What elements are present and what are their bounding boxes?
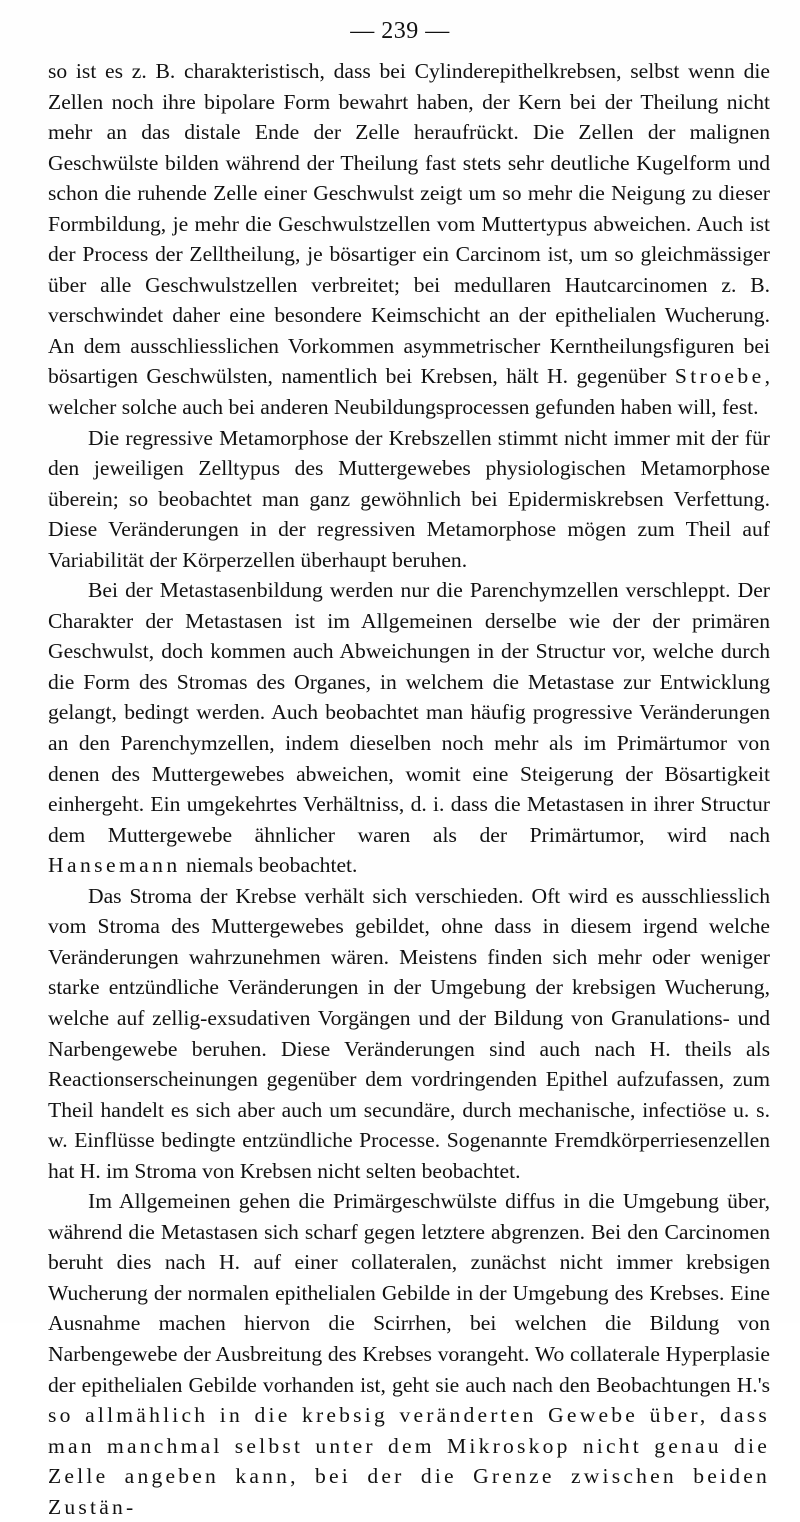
author-name-stroebe: Stroebe: [674, 364, 765, 389]
paragraph-3-text-b: niemals beobachtet.: [180, 853, 358, 878]
paragraph-5-spaced-emphasis: so allmählich in die krebsig veränderten Gewebe über, dass man manchmal selbst unter dem Mikroskop nicht genau die Zelle angeben kann, bei der die Grenze zwischen beiden Zustän-: [48, 1403, 770, 1519]
paragraph-4: Das Stroma der Krebse verhält sich verschieden. Oft wird es ausschliesslich vom Stroma des Muttergewebes gebildet, ohne dass in diesem irgend welche Veränderungen wahrzunehmen wären. Meistens finden sich mehr oder weniger starke entzündliche Veränderungen in der Umgebung der krebsigen Wucherung, welche auf zellig-exsudativen Vorgängen und der Bildung von Granulations- und Narbengewebe beruhen. Diese Veränderungen sind auch nach H. theils als Reactionserscheinungen gegenüber dem vordringenden Epithel aufzufassen, zum Theil handelt es sich aber auch um secundäre, durch mechanische, infectiöse u. s. w. Einflüsse bedingte entzündliche Processe. Sogenannte Fremdkörperriesenzellen hat H. im Stroma von Krebsen nicht selten beobachtet.: [48, 883, 770, 1183]
paragraph-3-text-a: Bei der Metastasenbildung werden nur die Parenchymzellen verschleppt. Der Charakter der Metastasen ist im Allgemeinen derselbe wie der der primären Geschwulst, doch kommen auch Abweichungen in der Structur vor, welche durch die Form des Stromas des Organes, in welchem die Metastase zur Entwicklung gelangt, bedingt werden. Auch beobachtet man häufig progressive Veränderungen an den Parenchymzellen, indem dieselben noch mehr als im Primärtumor von denen des Muttergewebes abweichen, womit eine Steigerung der Bösartigkeit einhergeht. Ein umgekehrtes Verhältniss, d. i. dass die Metastasen in ihrer Structur dem Muttergewebe ähnlicher waren als der Primärtumor, wird nach: [48, 578, 770, 847]
paragraph-5-text-a: Im Allgemeinen gehen die Primärgeschwülste diffus in die Umgebung über, während die Metastasen sich scharf gegen letztere abgrenzen. Bei den Carcinomen beruht dies nach H. auf einer collateralen, zunächst nicht immer krebsigen Wucherung der normalen epithelialen Gebilde in der Umgebung des Krebses. Eine Ausnahme machen hiervon die Scirrhen, bei welchen die Bildung von Narbengewebe der Ausbreitung des Krebses vorangeht. Wo collaterale Hyperplasie der epithelialen Gebilde vorhanden ist, geht sie auch nach den Beobachtungen H.'s: [48, 1189, 770, 1397]
paragraph-1-text-b: , welcher solche auch bei anderen Neubildungsprocessen gefunden haben will, fest.: [48, 364, 770, 420]
paragraph-3: [48, 575, 770, 880]
paragraph-2: Die regressive Metamorphose der Krebszellen stimmt nicht immer mit der für den jeweiligen Zelltypus des Muttergewebes physiologischen Metamorphose überein; so beobachtet man ganz gewöhnlich bei Epidermiskrebsen Verfettung. Diese Veränderungen in der regressiven Metamorphose mögen zum Theil auf Variabilität der Körperzellen überhaupt beruhen.: [48, 425, 770, 572]
paragraph-1: [48, 56, 770, 423]
author-name-hansemann: Hansemann: [48, 853, 181, 878]
body-text: [48, 56, 770, 1522]
paragraph-5: [48, 1186, 770, 1522]
paragraph-1-text-a: so ist es z. B. charakteristisch, dass bei Cylinderepithelkrebsen, selbst wenn die Zellen noch ihre bipolare Form bewahrt haben, der Kern bei der Theilung nicht mehr an das distale Ende der Zelle heraufrückt. Die Zellen der malignen Geschwülste bilden während der Theilung fast stets sehr deutliche Kugelform und schon die ruhende Zelle einer Geschwulst zeigt um so mehr die Neigung zu dieser Formbildung, je mehr die Geschwulstzellen vom Muttertypus abweichen. Auch ist der Process der Zelltheilung, je bösartiger ein Carcinom ist, um so gleichmässiger über alle Geschwulstzellen verbreitet; bei medullaren Hautcarcinomen z. B. verschwindet daher eine besondere Keimschicht an der epithelialen Wucherung. An dem ausschliesslichen Vorkommen asymmetrischer Kerntheilungsfiguren bei bösartigen Geschwülsten, namentlich bei Krebsen, hält H. gegenüber: [48, 59, 770, 389]
page-number: — 239 —: [350, 18, 450, 44]
